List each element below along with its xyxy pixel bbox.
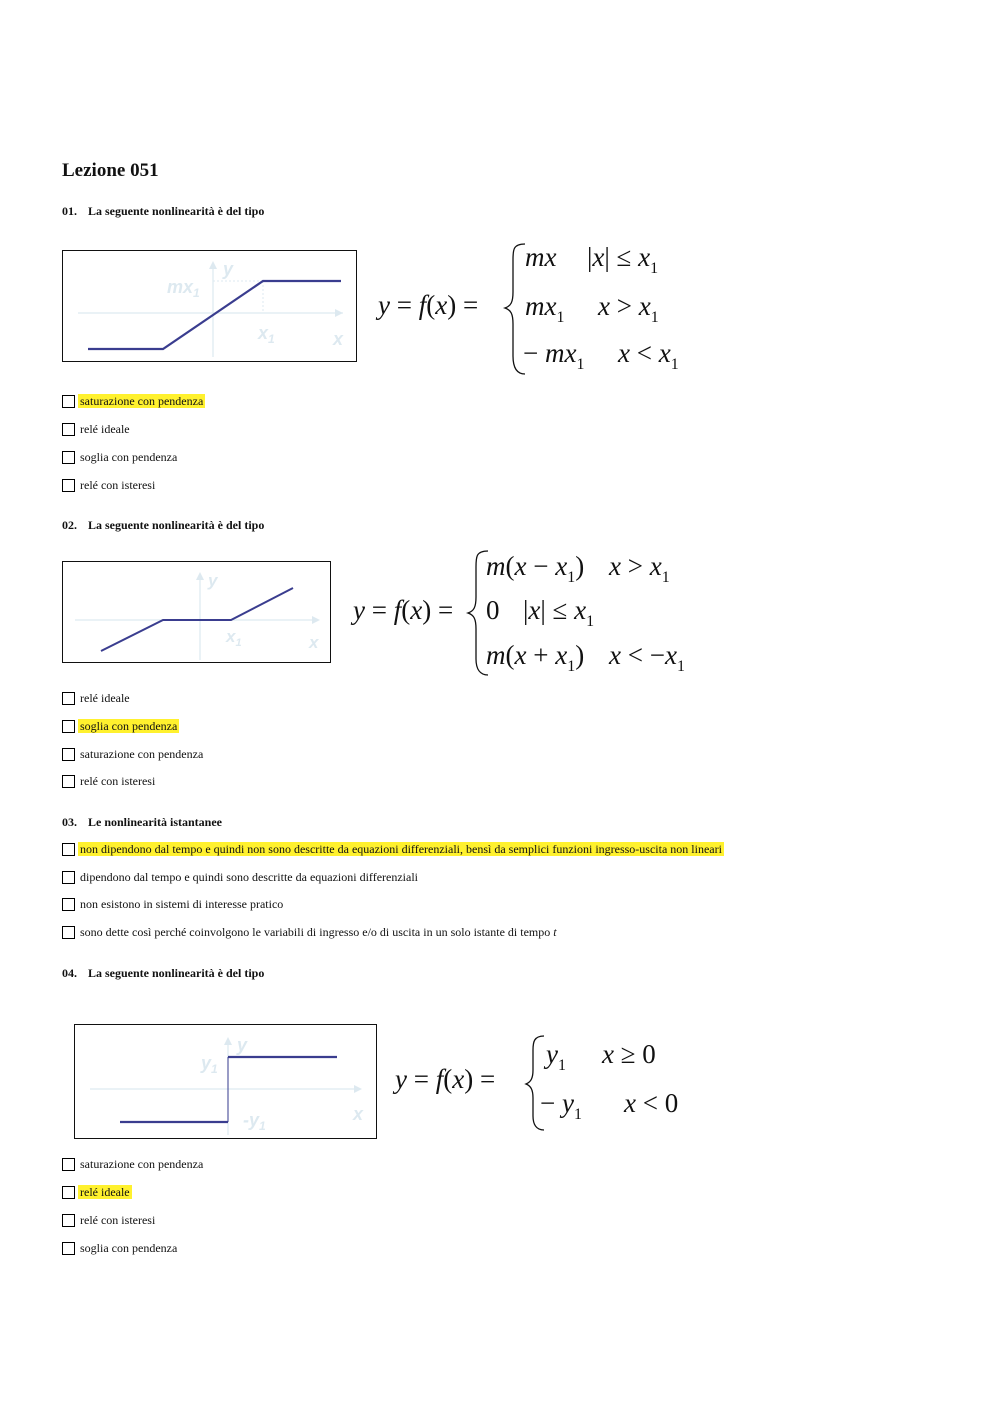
question-number: 04.: [62, 966, 77, 980]
svg-text:m(x + x1): $m(x + x_1)$: [486, 640, 585, 675]
answer-checkbox[interactable]: [62, 1186, 75, 1199]
answer-label: relé ideale: [80, 1185, 130, 1199]
answer-label: soglia con pendenza: [80, 1241, 178, 1255]
answer-option[interactable]: [62, 1240, 179, 1256]
answer-option[interactable]: [62, 773, 157, 789]
svg-text:mx: mx: [525, 242, 557, 272]
answer-label-suffix: t: [553, 925, 557, 939]
page-title: Lezione 051: [62, 160, 159, 181]
diagram-label-x: x: [353, 1104, 364, 1124]
svg-text:|x| ≤ x1: $|x| \le x_1$: [523, 595, 595, 630]
question-text: Le nonlinearità istantanee: [88, 815, 222, 829]
diagram-label-mx1: $mx_1$: [167, 277, 200, 300]
answer-label: non dipendono dal tempo e quindi non sono descritte da equazioni differenziali, bensì da semplici funzioni ingresso-uscita non lineari: [80, 842, 722, 856]
answer-checkbox[interactable]: [62, 451, 75, 464]
answer-option[interactable]: [62, 1184, 132, 1200]
answer-checkbox[interactable]: [62, 720, 75, 733]
answer-option[interactable]: [62, 718, 179, 734]
answer-checkbox[interactable]: [62, 1158, 75, 1171]
answer-option[interactable]: [62, 924, 559, 940]
answer-option[interactable]: [62, 393, 205, 409]
answer-checkbox[interactable]: [62, 898, 75, 911]
answer-option[interactable]: [62, 690, 132, 706]
diagram-label-x: x: [309, 633, 319, 652]
diagram-label-y: y: [223, 259, 234, 279]
question-text: La seguente nonlinearità è del tipo: [88, 966, 265, 980]
equation-2: [350, 545, 700, 685]
diagram-label-y: y: [208, 571, 218, 590]
answer-checkbox[interactable]: [62, 423, 75, 436]
svg-text:x ≥ 0: x ≥ 0: [602, 1039, 656, 1069]
answer-label: soglia con pendenza: [80, 450, 178, 464]
answer-label: relé ideale: [80, 422, 130, 436]
svg-text:y = f(x) =: y = f(x) =: [395, 1064, 496, 1094]
answer-label: relé con isteresi: [80, 1213, 156, 1227]
svg-text:x < −x1: $x < -x_1$: [609, 640, 685, 675]
answer-label: dipendono dal tempo e quindi sono descritte da equazioni differenziali: [80, 870, 419, 884]
answer-label: relé con isteresi: [80, 774, 156, 788]
answer-checkbox[interactable]: [62, 926, 75, 939]
answer-checkbox[interactable]: [62, 775, 75, 788]
svg-text:y = f(x) =: y = f(x) =: [353, 595, 454, 625]
answer-checkbox[interactable]: [62, 395, 75, 408]
answer-checkbox[interactable]: [62, 692, 75, 705]
diagram-label-neg-y1: $-y_1$: [243, 1110, 266, 1133]
svg-text:0: 0: [486, 595, 500, 625]
answer-checkbox[interactable]: [62, 479, 75, 492]
answer-label: relé ideale: [80, 691, 130, 705]
answer-label: saturazione con pendenza: [80, 747, 204, 761]
svg-text:m(x − x1): $m(x - x_1)$: [486, 551, 585, 586]
svg-text:x < x1: $x < x_1$: [618, 338, 679, 373]
answer-option[interactable]: [62, 841, 724, 857]
equation-1: [375, 236, 705, 386]
svg-text:x < 0: x < 0: [624, 1088, 679, 1118]
answer-checkbox[interactable]: [62, 871, 75, 884]
answer-checkbox[interactable]: [62, 748, 75, 761]
svg-text:x > x1: $x > x_1$: [609, 551, 670, 586]
question-number: 03.: [62, 815, 77, 829]
question-text: La seguente nonlinearità è del tipo: [88, 204, 265, 218]
equation-4: [392, 1030, 702, 1140]
answer-checkbox[interactable]: [62, 1242, 75, 1255]
svg-text:x > x1: $x > x_1$: [598, 291, 659, 326]
answer-checkbox[interactable]: [62, 843, 75, 856]
answer-option[interactable]: [62, 449, 179, 465]
answer-option[interactable]: [62, 869, 420, 885]
answer-option[interactable]: [62, 746, 205, 762]
svg-text:y = f(x) =: y = f(x) =: [378, 290, 479, 320]
svg-text:mx1: $mx_1$: [525, 291, 565, 326]
answer-option[interactable]: [62, 421, 132, 437]
svg-text:− mx1: − $mx_1$: [523, 338, 585, 373]
answer-option[interactable]: [62, 896, 285, 912]
question-number: 02.: [62, 518, 77, 532]
question-1-heading: [62, 204, 264, 219]
answer-label: soglia con pendenza: [80, 719, 178, 733]
nonlinearity-diagram-4: [74, 1024, 377, 1139]
question-4-heading: [62, 966, 264, 981]
svg-text:y1: $y_1$: [546, 1039, 566, 1074]
diagram-label-x: x: [333, 329, 344, 349]
answer-checkbox[interactable]: [62, 1214, 75, 1227]
nonlinearity-diagram-1: [62, 250, 357, 362]
diagram-label-y: y: [237, 1035, 248, 1055]
answer-label: saturazione con pendenza: [80, 394, 204, 408]
diagram-label-y1: $y_1$: [201, 1053, 218, 1076]
answer-option[interactable]: [62, 477, 157, 493]
diagram-label-x1: $x_1$: [258, 323, 275, 346]
svg-text:− y1: − $y_1$: [540, 1088, 582, 1123]
nonlinearity-diagram-2: [62, 561, 331, 663]
svg-text:|x| ≤ x1: $|x| \le x_1$: [587, 242, 659, 277]
answer-label: sono dette così perché coinvolgono le variabili di ingresso e/o di uscita in un solo istante di tempo t: [80, 925, 557, 939]
answer-label: relé con isteresi: [80, 478, 156, 492]
question-number: 01.: [62, 204, 77, 218]
answer-label: saturazione con pendenza: [80, 1157, 204, 1171]
question-text: La seguente nonlinearità è del tipo: [88, 518, 265, 532]
answer-option[interactable]: [62, 1156, 205, 1172]
question-2-heading: [62, 518, 264, 533]
answer-option[interactable]: [62, 1212, 157, 1228]
diagram-label-x1: $x_1$: [226, 627, 242, 649]
question-3-heading: [62, 815, 222, 830]
answer-label: non esistono in sistemi di interesse pratico: [80, 897, 284, 911]
